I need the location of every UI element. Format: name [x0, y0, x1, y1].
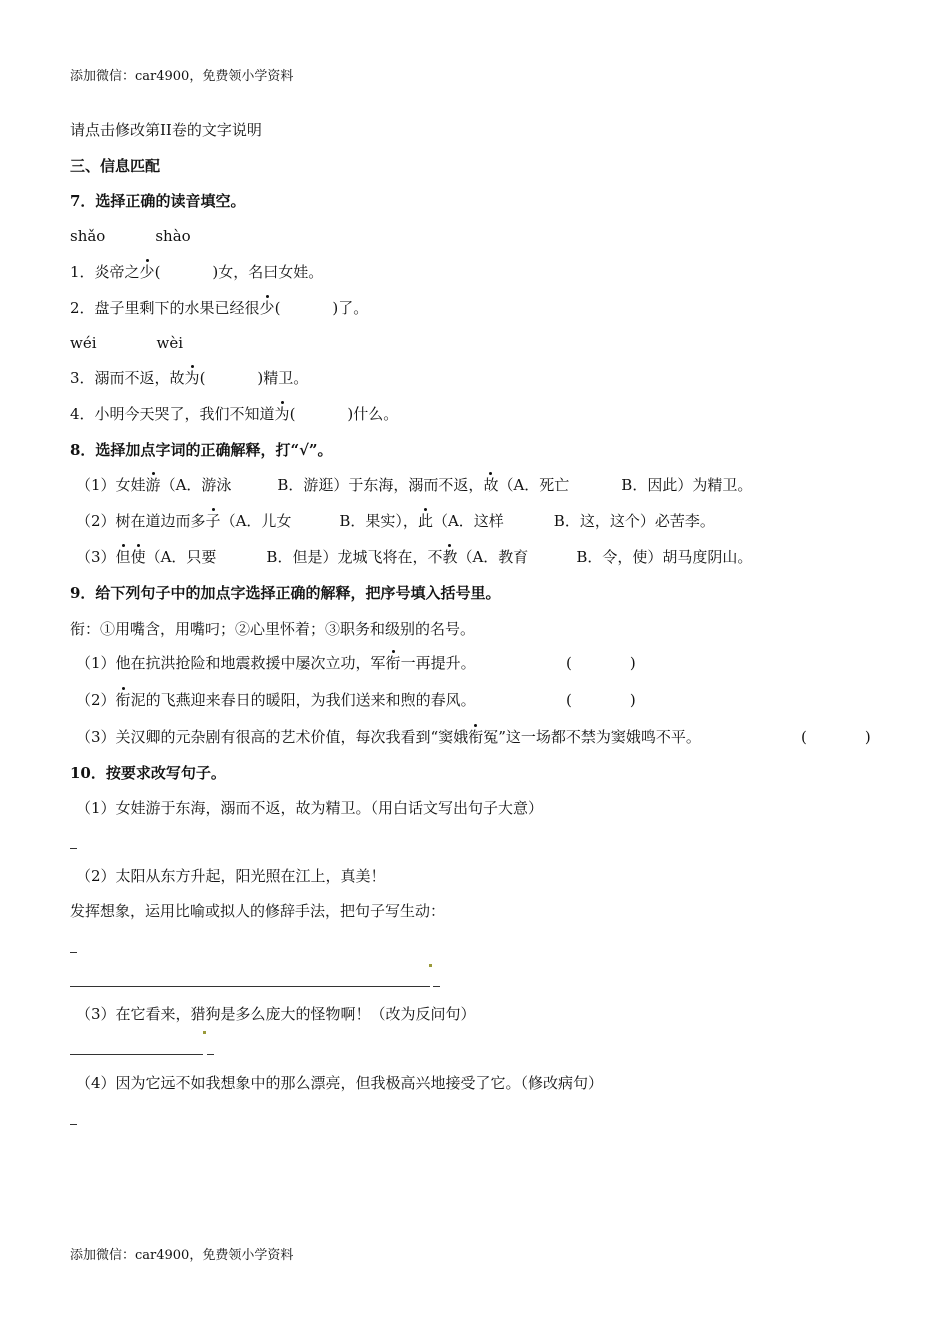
page-footer: 添加微信：car4900，免费领小学资料	[70, 1248, 294, 1263]
q9-answer-3[interactable]: ( )	[801, 728, 871, 746]
q10-instruction-2: 发挥想象，运用比喻或拟人的修辞手法，把句子写生动：	[70, 902, 446, 920]
q7-item-2: 2．盘子里剩下的水果已经很少( )了。	[70, 299, 369, 317]
q7-item-1: 1．炎帝之少( )女，名曰女娃。	[70, 263, 324, 281]
q8-title: 8．选择加点字词的正确解释，打“√”。	[70, 441, 333, 459]
q9-sentence-1: （1）他在抗洪抢险和地震救援中屡次立功，军衔一再提升。	[76, 654, 476, 672]
answer-line-3a[interactable]	[70, 1054, 203, 1055]
q10-prompt-1: （1）女娃游于东海，溺而不返，故为精卫。（用白话文写出句子大意）	[76, 799, 544, 817]
q7-pinyin-row-2	[70, 333, 183, 353]
answer-line-2c[interactable]	[433, 986, 440, 987]
page-header: 添加微信：car4900，免费领小学资料	[70, 69, 294, 84]
dotted-char: 衔	[115, 691, 131, 709]
answer-line-4[interactable]	[70, 1124, 77, 1125]
choice-b[interactable]: B．果实），	[339, 512, 418, 530]
pinyin-option: wéi	[70, 334, 97, 352]
q9-answer-2[interactable]: ( )	[566, 691, 636, 709]
q10-title: 10．按要求改写句子。	[70, 764, 226, 782]
answer-line-2a[interactable]	[70, 952, 77, 953]
q9-definitions: 衔：①用嘴含，用嘴叼；②心里怀着；③职务和级别的名号。	[70, 620, 476, 638]
choice-a[interactable]: （A．死亡	[498, 476, 570, 494]
choice-b[interactable]: B．令，使）胡马度阴山。	[576, 548, 753, 566]
q8-row-3: （3）但使（A．只要 B．但是）龙城飞将在，不教（A．教育 B．令，使）胡马度阴山。	[76, 548, 753, 566]
choice-b[interactable]: B．游逛）于东海，溺而不返，	[277, 476, 484, 494]
dotted-char: 为	[274, 405, 290, 423]
dotted-char: 使	[130, 548, 146, 566]
dotted-char: 游	[145, 476, 161, 494]
q7-item-4: 4．小明今天哭了，我们不知道为( )什么。	[70, 405, 399, 423]
pinyin-option: shǎo	[70, 227, 106, 245]
choice-b[interactable]: B．但是）龙城飞将在，不	[266, 548, 443, 566]
choice-b[interactable]: B．因此）为精卫。	[621, 476, 753, 494]
q7-title: 7．选择正确的读音填空。	[70, 192, 246, 210]
pinyin-option: wèi	[156, 334, 184, 352]
q7-pinyin-row-1	[70, 226, 191, 246]
q8-row-1: （1）女娃游（A．游泳 B．游逛）于东海，溺而不返，故（A．死亡 B．因此）为精卫。	[76, 476, 753, 494]
edit-mark	[203, 1031, 206, 1034]
answer-line-1[interactable]	[70, 848, 77, 849]
q9-answer-1[interactable]: ( )	[566, 654, 636, 672]
choice-a[interactable]: （A．游泳	[160, 476, 232, 494]
dotted-char: 故	[483, 476, 499, 494]
q7-item-3: 3．溺而不返，故为( )精卫。	[70, 369, 309, 387]
pinyin-option: shào	[155, 227, 191, 245]
dotted-char: 但	[115, 548, 131, 566]
edit-mark	[429, 964, 432, 967]
intro-text[interactable]: 请点击修改第II卷的文字说明	[70, 121, 262, 139]
q9-sentence-2: （2）衔泥的飞燕迎来春日的暖阳，为我们送来和煦的春风。	[76, 691, 476, 709]
q9-sentence-3: （3）关汉卿的元杂剧有很高的艺术价值，每次我看到“窦娥衔冤”这一场都不禁为窦娥鸣不平。	[76, 728, 701, 746]
dotted-char: 衔	[385, 654, 401, 672]
dotted-char: 少	[259, 299, 275, 317]
choice-a[interactable]: （A．儿女	[220, 512, 292, 530]
q10-prompt-4: （4）因为它远不如我想象中的那么漂亮，但我极高兴地接受了它。（修改病句）	[76, 1074, 604, 1092]
dotted-char: 教	[442, 548, 458, 566]
choice-a[interactable]: （A．这样	[432, 512, 504, 530]
dotted-char: 此	[417, 512, 433, 530]
q9-title: 9．给下列句子中的加点字选择正确的解释，把序号填入括号里。	[70, 584, 501, 602]
choice-a[interactable]: （A．只要	[145, 548, 217, 566]
answer-line-3b[interactable]	[207, 1054, 214, 1055]
q10-prompt-2: （2）太阳从东方升起，阳光照在江上，真美！	[76, 867, 386, 885]
q10-prompt-3: （3）在它看来，猎狗是多么庞大的怪物啊！（改为反问句）	[76, 1005, 476, 1023]
q8-row-2: （2）树在道边而多子（A．儿女 B．果实），此（A．这样 B．这，这个）必苦李。	[76, 512, 715, 530]
dotted-char: 为	[184, 369, 200, 387]
dotted-char: 衔	[468, 728, 484, 746]
choice-b[interactable]: B．这，这个）必苦李。	[553, 512, 715, 530]
section-title: 三、信息匹配	[70, 157, 161, 175]
dotted-char: 少	[139, 263, 155, 281]
answer-line-2b[interactable]	[70, 986, 430, 987]
dotted-char: 子	[205, 512, 221, 530]
choice-a[interactable]: （A．教育	[457, 548, 529, 566]
